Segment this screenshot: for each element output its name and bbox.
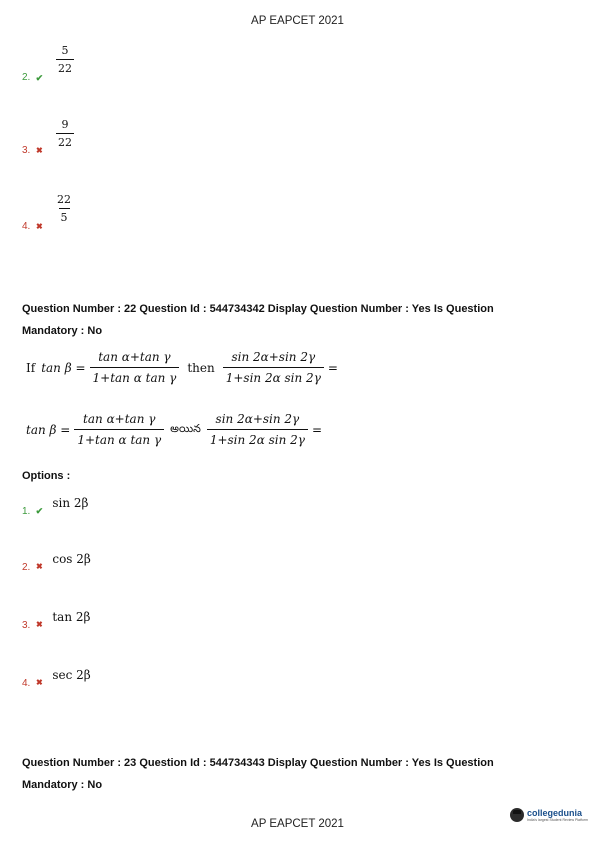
cross-icon: ✖: [35, 562, 43, 571]
option-4: [22, 668, 91, 690]
denominator: 22: [56, 59, 74, 75]
option-number: 3.: [22, 619, 31, 631]
option-number: 2.: [22, 561, 31, 573]
numerator: sin 2α+sin 2γ: [231, 350, 316, 364]
denominator: 22: [56, 133, 74, 149]
numerator: 5: [61, 44, 69, 57]
prev-option-2-fraction: [56, 44, 74, 75]
numerator: tan α+tan γ: [98, 350, 171, 364]
numerator: 22: [57, 193, 71, 206]
question-lhs: tan β =: [26, 422, 71, 437]
question-lhs: tan β =: [41, 360, 86, 375]
question-english: [26, 350, 338, 385]
option-1: [22, 496, 89, 518]
option-text: cos 2β: [52, 552, 91, 566]
fraction-1: [74, 412, 164, 447]
question-header-line1: Question Number : 22 Question Id : 544734342 Display Question Number : Yes Is Question: [22, 303, 494, 315]
prev-option-4-fraction: [55, 193, 73, 224]
option-text: tan 2β: [52, 610, 91, 624]
equals-sign: =: [311, 422, 323, 437]
page-header: AP EAPCET 2021: [251, 15, 344, 27]
option-number: 2.: [22, 72, 31, 83]
option-number: 3.: [22, 145, 31, 156]
question-header-line2: Mandatory : No: [22, 325, 103, 337]
connector: then: [187, 360, 215, 375]
cross-icon: ✖: [35, 678, 43, 687]
question-header-line2: Mandatory : No: [22, 779, 103, 791]
option-text: sec 2β: [52, 668, 91, 682]
cross-icon: ✖: [35, 620, 43, 629]
option-3: [22, 610, 91, 632]
page-footer: AP EAPCET 2021: [251, 818, 344, 830]
denominator: 1+tan α tan γ: [90, 367, 180, 385]
prev-option-2: [22, 72, 44, 83]
fraction-2: [207, 412, 308, 447]
next-question-header: [22, 752, 572, 796]
question-prefix: If: [26, 360, 36, 375]
question-telugu: [26, 412, 322, 447]
logo-name: collegedunia: [527, 807, 583, 818]
logo-text-group: [527, 809, 588, 822]
denominator: 1+tan α tan γ: [74, 429, 164, 447]
option-number: 4.: [22, 677, 31, 689]
numerator: tan α+tan γ: [83, 412, 156, 426]
check-icon: ✔: [35, 506, 44, 516]
connector: అయిన: [170, 421, 201, 435]
option-text: sin 2β: [52, 496, 89, 510]
prev-option-4: [22, 221, 44, 232]
check-icon: ✔: [35, 72, 44, 83]
fraction-2: [223, 350, 324, 385]
option-number: 4.: [22, 221, 31, 232]
mascot-icon: [510, 808, 524, 822]
collegedunia-logo: [510, 808, 588, 822]
question-header: [22, 298, 572, 342]
cross-icon: ✖: [35, 145, 43, 155]
numerator: 9: [61, 118, 69, 131]
question-header-line1: Question Number : 23 Question Id : 544734343 Display Question Number : Yes Is Question: [22, 757, 494, 769]
option-2: [22, 552, 91, 574]
equals-sign: =: [327, 360, 338, 375]
prev-option-3-fraction: [56, 118, 74, 149]
numerator: sin 2α+sin 2γ: [215, 412, 300, 426]
cross-icon: ✖: [35, 221, 43, 231]
denominator: 1+sin 2α sin 2γ: [223, 367, 324, 385]
fraction-1: [90, 350, 180, 385]
denominator: 1+sin 2α sin 2γ: [207, 429, 308, 447]
logo-tagline: India's largest Student Review Platform: [527, 817, 588, 822]
options-label: Options :: [22, 470, 71, 482]
option-number: 1.: [22, 505, 31, 517]
prev-option-3: [22, 145, 44, 156]
denominator: 5: [59, 208, 70, 224]
